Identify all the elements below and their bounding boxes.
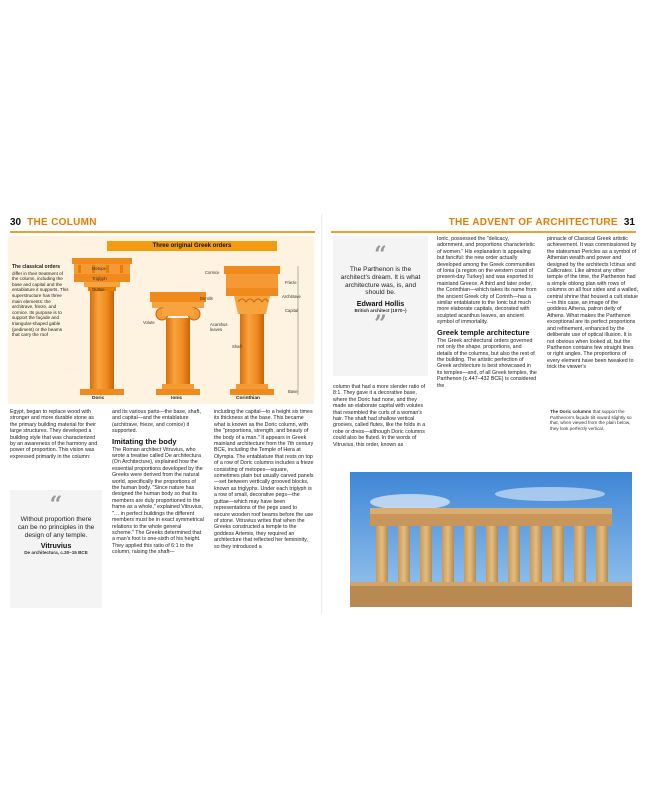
label-triglyph: Triglyph: [92, 276, 107, 281]
right-col2-paragraph-b: The Greek architectural orders governed not only the shape, proportions, and details of the columns, but also the rest of the building. The artistic perfection of Greek architecture is best showcased in its temples—and, of all Greek temples, the Parthenon (c.447–432 BCE) is considered the: [437, 337, 537, 389]
order-name-doric: Doric: [92, 396, 105, 401]
quote-source: De architectura, c.30–15 BCE: [24, 550, 88, 556]
left-section-title: THE COLUMN: [27, 216, 97, 228]
order-name-corinthian: Corinthian: [236, 396, 260, 401]
left-col2-paragraph-b: The Roman architect Vitruvius, who wrote a treatise called De architectura (On Architecture), explained how the essential proportions developed by the Greeks were derived from the natural world, specifically the proportions of the human body. "Since nature has designed the human body so that its members are duly proportioned to the frame as a whole," explained Vitruvius, "… in perfect buildings the different members must be in exact symmetrical relations to the whole general scheme." The Greeks determined that a man's foot is one-sixth of his height. They applied this ratio of 6:1 to the column, raising the shaft—: [112, 446, 204, 556]
diagram-intro-text: differ in their treatment of the column, including the base and capital and the entablature it supports. This superstructure has three main elements: the architrave, frieze, and cornice. Its purpose is to support the façade and triangular-shaped gable (pediment) or the beams that carry the roof: [12, 270, 69, 338]
left-header-rule: [10, 231, 315, 233]
right-column-3: [547, 236, 639, 372]
label-frieze: Frieze: [285, 280, 297, 285]
ionic-column: [150, 292, 206, 395]
label-guttae: Guttae: [92, 287, 105, 292]
imitating-body-heading: Imitating the body: [112, 436, 177, 446]
quote-text: Without proportion there can be no principles in the design of any temple.: [17, 516, 95, 539]
quote-source: British architect (1970–): [354, 308, 407, 314]
photo-caption: [550, 409, 638, 431]
label-acanthus: Acanthus leaves: [210, 322, 228, 332]
right-section-title: THE ADVENT OF ARCHITECTURE: [448, 216, 618, 228]
caption-text: that support the Parthenon's façade tilt inward slightly so that, when viewed from the plain below, they look perfectly vertical.: [550, 409, 632, 431]
open-quote-icon: “: [374, 242, 387, 268]
right-header-rule: [331, 231, 636, 233]
hollis-quote: [333, 236, 428, 376]
label-volute: Volute: [143, 320, 155, 325]
left-page: [0, 214, 322, 614]
close-quote-icon: ”: [374, 311, 387, 338]
diagram-intro-bold: The classical orders: [12, 264, 61, 270]
caption-bold: The Doric columns: [550, 409, 592, 414]
left-col3-paragraph: including the capital—to a height six times its thickness at the base. This became what is known as the Doric column, with the "proportions, strength, and beauty of the body of a man." It appears in Greek mainland architecture from the 7th century BCE, including the Temple of Hera at Olympia. The entablature that rests on top of a row of Doric columns includes a frieze consisting of metopes—square, sometimes plain but usually carved panels—set between vertically grooved blocks, known as triglyphs. Under each triglyph is a row of small, decorative pegs—the guttae—which may have been representations of the pegs used to secure wooden roof beams before the use of stone. Vitruvius writes that when the Greeks constructed a temple to the goddess Artemis, they required an architecture that reflected her femininity, so they introduced a: [214, 409, 314, 550]
left-col2-paragraph-a: and its various parts—the base, shaft, and capital—and the entablature (architrave, frieze, and cornice) it supported.: [112, 409, 201, 435]
orders-illustration: [70, 252, 310, 397]
left-page-number: 30: [10, 216, 22, 228]
right-page-number: 31: [623, 216, 635, 228]
quote-text: The Parthenon is the architect's dream. It is what architecture was, is, and should be.: [340, 266, 421, 297]
quote-author: Vitruvius: [40, 541, 72, 551]
right-col2-paragraph-a: Ionic, possessed the "delicacy, adornment, and proportions characteristic of women." His explanation is appealing but fanciful: the new order actually developed among the Greek communities of Ionia (a region on the western coast of present-day Turkey) and was exported to mainland Greece. A third and later order, the Corinthian—which takes its name from the ancient Greek city of Corinth—has a similar entablature to the Ionic but much more elaborate capitals, decorated with sculpted acanthus leaves, an ancient symbol of immortality.: [437, 236, 537, 326]
left-column-3: [214, 409, 314, 551]
label-capital: Capital: [285, 308, 299, 313]
label-metope: Metope: [92, 266, 106, 271]
right-col3-paragraph: pinnacle of Classical Greek artistic achievement. It was commissioned by the statesman Pericles as a symbol of Athenian wealth and power and designed by the architects Ictinus and Callicrates. Like almost any other temple of the time, the Parthenon had a simple oblong plan with rows of columns on all four sides and a walled, central shrine that housed a cult statue—in this case, an image of the goddess Athena, patron deity of Athens. What makes the Parthenon exceptional are its perfect proportions and refinement, enhanced by the deliberate use of optical illusion. It is not obvious when looked at, but the Parthenon contains few straight lines or right angles. The proportions of every element have been tweaked to trick the viewer's: [547, 236, 638, 371]
label-architrave: Architrave: [282, 294, 301, 299]
book-spread: [0, 214, 645, 614]
label-shaft: Shaft: [232, 344, 242, 349]
label-base: Base: [288, 389, 298, 394]
right-column-1: [333, 384, 428, 449]
right-column-2: [437, 236, 537, 390]
left-col1-paragraph: Egypt, began to replace wood with stronger and more durable stone as the primary building material for their large structures. They developed a building style that was characterized by an awareness of the harmony and power of proportion. This vision was expressed primarily in the column:: [10, 409, 98, 460]
open-quote-icon: “: [49, 492, 63, 518]
quote-author: Edward Hollis: [356, 299, 405, 309]
left-running-head: [10, 214, 97, 230]
right-running-head: [449, 214, 635, 230]
parthenon-photo: [350, 472, 632, 607]
left-column-2: [112, 409, 204, 557]
right-col1-paragraph: column that had a more slender ratio of 8:1. They gave it a decorative base, where the Doric had none, and they made an elaborate capital with volutes that resembled the curls of a woman's hair. The shaft had shallow vertical grooves, called flutes, like the folds in a robe or dress—although Doric columns could also be fluted. In the words of Vitruvius, this order, known as: [333, 384, 426, 448]
diagram-title: Three original Greek orders: [107, 241, 277, 251]
left-column-1: [10, 409, 102, 461]
label-cornice: Cornice: [205, 270, 220, 275]
diagram-intro: [12, 264, 70, 338]
order-name-ionic: Ionic: [171, 396, 183, 401]
vitruvius-quote: [10, 490, 102, 608]
greek-temple-heading: Greek temple architecture: [437, 327, 530, 337]
label-dentils: Dentils: [200, 296, 213, 301]
